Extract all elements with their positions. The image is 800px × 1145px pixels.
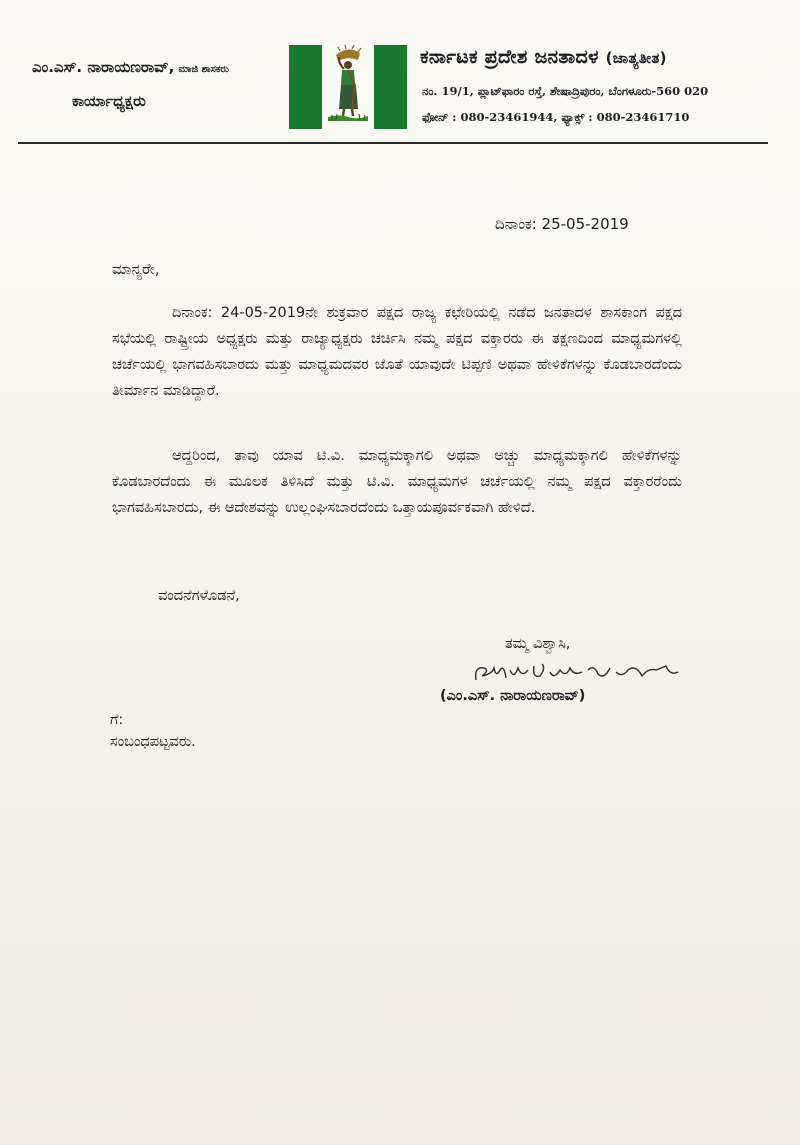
recipient-label: ಗೆ: (110, 712, 124, 728)
body-paragraph-1-text: ದಿನಾಂಕ: 24-05-2019ನೇ ಶುಕ್ರವಾರ ಪಕ್ಷದ ರಾಜ್ಯ ಕಛೇರಿಯಲ್ಲಿ ನಡೆದ ಜನತಾದಳ ಶಾಸಕಾಂಗ ಪಕ್ಷದ ಸಭೆಯಲ್ಲಿ ರಾಷ್ಟ್ರೀಯ ಅಧ್ಯಕ್ಷರು ಮತ್ತು ರಾಜ್ಯಾಧ್ಯಕ್ಷರು ಚರ್ಚಿಸಿ ನಮ್ಮ ಪಕ್ಷದ ವಕ್ತಾರರು ಈ ತಕ್ಷಣದಿಂದ ಮಾಧ್ಯಮಗಳಲ್ಲಿ ಚರ್ಚೆಯಲ್ಲಿ ಭಾಗವಹಿಸಬಾರದು ಮತ್ತು ಮಾಧ್ಯಮದವರ ಜೊತೆ ಯಾವುದೇ ಟಿಪ್ಪಣಿ ಅಥವಾ ಹೇಳಿಕೆಗಳನ್ನು ಕೊಡಬಾರದೆಂದು ತೀರ್ಮಾನ ಮಾಡಿದ್ದಾರೆ. (112, 305, 682, 399)
closing-line: ವಂದನೆಗಳೊಡನೆ, (158, 588, 240, 604)
body-paragraph-2 (112, 443, 682, 521)
body-paragraph-1 (112, 300, 682, 404)
sender-title: ಮಾಜಿ ಶಾಸಕರು (178, 64, 229, 75)
party-suffix: (ಜಾತ್ಯತೀತ) (605, 49, 667, 67)
logo-green-band-right (374, 45, 407, 129)
letter-date: ದಿನಾಂಕ: 25-05-2019 (495, 215, 629, 233)
recipient: ಸಂಬಂಧಪಟ್ಟವರು. (110, 734, 196, 750)
salutation: ಮಾನ್ಯರೇ, (112, 260, 160, 278)
party-address: ನಂ. 19/1, ಪ್ಲಾಟ್‌ಫಾರಂ ರಸ್ತೆ, ಶೇಷಾದ್ರಿಪುರಂ, ಬೆಂಗಳೂರು-560 020 (422, 84, 709, 98)
sender-name-text: ಎಂ.ಎಸ್. ನಾರಾಯಣರಾವ್, (32, 58, 175, 76)
party-name-text: ಕರ್ನಾಟಕ ಪ್ರದೇಶ ಜನತಾದಳ (420, 46, 599, 68)
logo-white-band (322, 45, 374, 129)
signatory-name: (ಎಂ.ಎಸ್. ನಾರಾಯಣರಾವ್) (440, 688, 586, 704)
signature-icon (470, 656, 690, 692)
party-phone-fax: ಫೋನ್ : 080-23461944, ಫ್ಯಾಕ್ಸ್ : 080-23461710 (422, 110, 690, 124)
sender-name (32, 58, 229, 76)
yours-faithfully: ತಮ್ಮ ವಿಶ್ವಾಸಿ, (505, 636, 571, 652)
party-logo (289, 45, 407, 129)
logo-green-band-left (289, 45, 322, 129)
farmer-woman-emblem-icon (322, 45, 374, 129)
party-name (420, 46, 667, 68)
letterhead-divider (18, 142, 768, 144)
body-paragraph-2-text: ಆದ್ದರಿಂದ, ತಾವು ಯಾವ ಟಿ.ವಿ. ಮಾಧ್ಯಮಕ್ಕಾಗಲಿ ಅಥವಾ ಅಚ್ಚು ಮಾಧ್ಯಮಕ್ಕಾಗಲಿ ಹೇಳಿಕೆಗಳನ್ನು ಕೊಡಬಾರದೆಂದು ಈ ಮೂಲಕ ತಿಳಿಸಿದೆ ಮತ್ತು ಟಿ.ವಿ. ಮಾಧ್ಯಮಗಳ ಚರ್ಚೆಯಲ್ಲಿ ನಮ್ಮ ಪಕ್ಷದ ವಕ್ತಾರರೆಂದು ಭಾಗವಹಿಸಬಾರದು, ಈ ಆದೇಶವನ್ನು ಉಲ್ಲಂಘಿಸಬಾರದೆಂದು ಒತ್ತಾಯಪೂರ್ವಕವಾಗಿ ಹೇಳಿದೆ. (112, 448, 682, 516)
sender-role: ಕಾರ್ಯಾಧ್ಯಕ್ಷರು (72, 92, 146, 110)
